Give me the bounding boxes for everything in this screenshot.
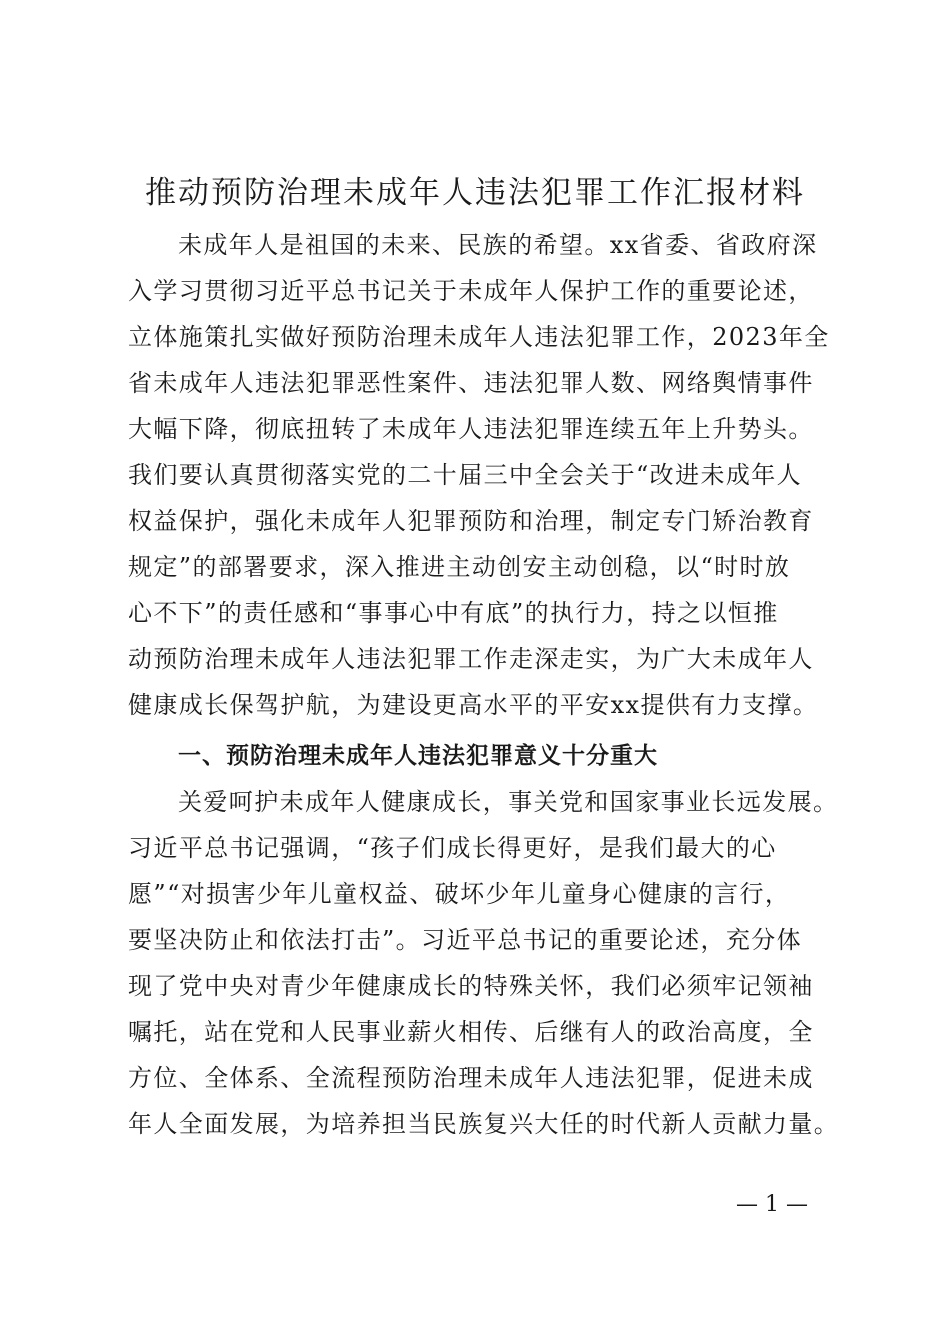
intro-line: 大幅下降，彻底扭转了未成年人违法犯罪连续五年上升势头。: [128, 415, 814, 443]
page-number: — 1 —: [736, 1192, 808, 1217]
intro-line: 规定”的部署要求，深入推进主动创安主动创稳，以“时时放: [128, 553, 791, 581]
document-title: 推动预防治理未成年人违法犯罪工作汇报材料: [145, 175, 805, 211]
intro-paragraph: [128, 222, 828, 728]
section1-line: 方位、全体系、全流程预防治理未成年人违法犯罪，促进未成: [128, 1064, 814, 1092]
section1-line: 年人全面发展，为培养担当民族复兴大任的时代新人贡献力量。: [128, 1110, 840, 1138]
section-heading-1: 一、预防治理未成年人违法犯罪意义十分重大: [178, 743, 658, 769]
intro-line: 权益保护，强化未成年人犯罪预防和治理，制定专门矫治教育: [128, 507, 814, 535]
intro-line: 省未成年人违法犯罪恶性案件、违法犯罪人数、网络舆情事件: [128, 369, 814, 397]
intro-line: 心不下”的责任感和“事事心中有底”的执行力，持之以恒推: [128, 599, 779, 627]
intro-line: 动预防治理未成年人违法犯罪工作走深走实，为广大未成年人: [128, 645, 814, 673]
intro-line: 健康成长保驾护航，为建设更高水平的平安xx提供有力支撑。: [128, 691, 819, 719]
section1-line: 要坚决防止和依法打击”。习近平总书记的重要论述，充分体: [128, 926, 803, 954]
section1-line: 嘱托，站在党和人民事业薪火相传、后继有人的政治高度，全: [128, 1018, 814, 1046]
section1-line: 关爱呵护未成年人健康成长，事关党和国家事业长远发展。: [178, 788, 839, 816]
intro-line: 立体施策扎实做好预防治理未成年人违法犯罪工作，2023年全: [128, 323, 830, 351]
intro-line: 未成年人是祖国的未来、民族的希望。xx省委、省政府深: [178, 231, 818, 259]
intro-line: 入学习贯彻习近平总书记关于未成年人保护工作的重要论述，: [128, 277, 814, 305]
section1-line: 习近平总书记强调，“孩子们成长得更好，是我们最大的心: [128, 834, 777, 862]
intro-line: 我们要认真贯彻落实党的二十届三中全会关于“改进未成年人: [128, 461, 803, 489]
section1-paragraph: [128, 779, 840, 1147]
section1-line: 愿”“对损害少年儿童权益、破坏少年儿童身心健康的言行，: [128, 880, 791, 908]
section1-line: 现了党中央对青少年健康成长的特殊关怀，我们必须牢记领袖: [128, 972, 814, 1000]
